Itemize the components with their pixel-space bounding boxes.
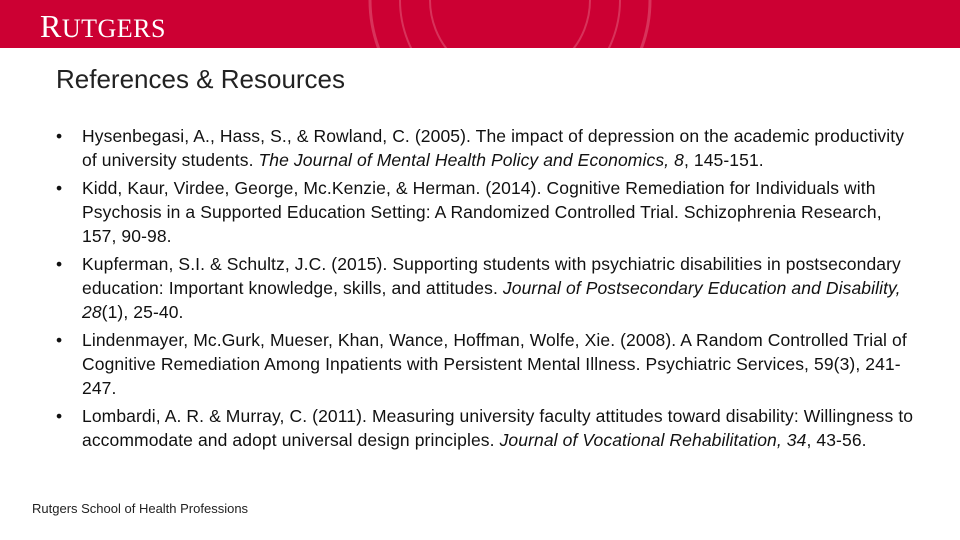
rutgers-logo	[40, 8, 166, 45]
reference-item	[56, 124, 916, 172]
bullet: •	[56, 254, 63, 274]
logo-initial: R	[40, 8, 62, 44]
reference-pages: (1), 25-40.	[101, 302, 184, 322]
reference-text: Lombardi, A. R. & Murray, C. (2011). Measuring university faculty attitudes toward disability: Willingness to accommodate and adopt universal design principles.	[82, 406, 914, 450]
logo-rest: UTGERS	[61, 14, 166, 43]
header-banner	[0, 0, 960, 48]
reference-item	[56, 176, 916, 248]
bullet: •	[56, 126, 63, 146]
reference-pages: , 145-151.	[683, 150, 764, 170]
reference-item	[56, 252, 916, 324]
reference-text: Kidd, Kaur, Virdee, George, Mc.Kenzie, & Herman. (2014). Cognitive Remediation for Individuals with Psychosis in a Supported Education Setting: A Randomized Controlled Trial. Schizophrenia Research, 157, 90-98.	[82, 178, 882, 246]
bullet: •	[56, 178, 63, 198]
reference-item	[56, 328, 916, 400]
bullet: •	[56, 406, 63, 426]
reference-text: Lindenmayer, Mc.Gurk, Mueser, Khan, Wance, Hoffman, Wolfe, Xie. (2008). A Random Controlled Trial of Cognitive Remediation Among Inpatients with Persistent Mental Illness. Psychiatric Services, 59(3), 241-247.	[82, 330, 907, 398]
reference-text: Hysenbegasi, A., Hass, S., & Rowland, C. (2005). The impact of depression on the academic productivity of university students.	[82, 126, 905, 170]
reference-journal: Journal of Vocational Rehabilitation, 34	[499, 430, 807, 450]
bullet: •	[56, 330, 63, 350]
reference-item	[56, 404, 916, 452]
reference-text: Kupferman, S.I. & Schultz, J.C. (2015). Supporting students with psychiatric disabilities in postsecondary education: Important knowledge, skills, and attitudes.	[82, 254, 901, 298]
reference-journal: The Journal of Mental Health Policy and Economics, 8	[258, 150, 684, 170]
rutgers-seal-watermark	[360, 0, 660, 48]
reference-list	[56, 124, 916, 456]
reference-pages: , 43-56.	[806, 430, 867, 450]
slide-title: References & Resources	[56, 64, 346, 94]
reference-journal: Journal of Postsecondary Education and Disability, 28	[82, 278, 901, 322]
footer-text: Rutgers School of Health Professions	[32, 501, 249, 516]
